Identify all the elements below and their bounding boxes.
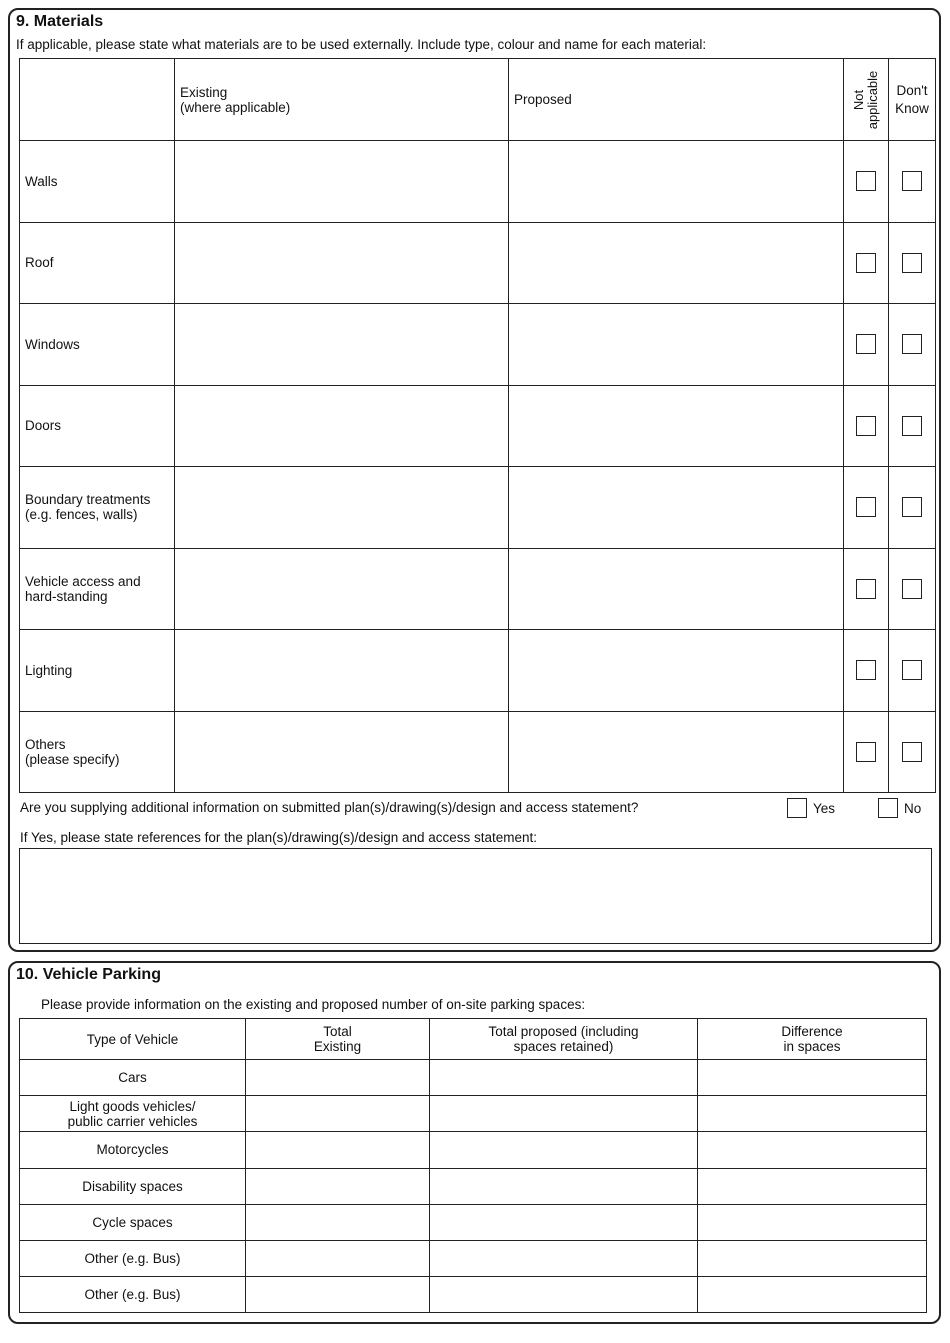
no-option [878,798,921,818]
row-label: Light goods vehicles/ public carrier vehicles [20,1096,246,1132]
dont-know-checkbox[interactable] [902,579,922,599]
materials-table [19,58,936,793]
row-label: Windows [20,304,175,386]
row-label: Lighting [20,630,175,712]
row-label: Others (please specify) [20,711,175,793]
material-row-boundary-treatments [20,467,936,549]
difference-field[interactable] [698,1096,927,1132]
difference-field[interactable] [698,1240,927,1276]
proposed-field[interactable] [509,467,844,549]
existing-field[interactable] [175,304,509,386]
section-intro: Please provide information on the existing and proposed number of on-site parking spaces: [41,997,586,1012]
proposed-field[interactable] [509,385,844,467]
materials-header-row [20,59,936,141]
material-row-roof [20,222,936,304]
parking-row-cycle [20,1204,927,1240]
material-row-vehicle-access [20,548,936,630]
total-existing-field[interactable] [246,1204,430,1240]
existing-field[interactable] [175,548,509,630]
total-existing-field[interactable] [246,1132,430,1168]
row-label: Motorcycles [20,1132,246,1168]
additional-info-question: Are you supplying additional information on submitted plan(s)/drawing(s)/design and access statement? [20,800,639,815]
not-applicable-checkbox[interactable] [856,253,876,273]
total-existing-field[interactable] [246,1277,430,1313]
proposed-field[interactable] [509,304,844,386]
parking-row-motorcycles [20,1132,927,1168]
total-proposed-field[interactable] [430,1096,698,1132]
header-total-proposed: Total proposed (including spaces retained) [430,1019,698,1060]
parking-row-cars [20,1060,927,1096]
additional-info-question-row [20,798,932,820]
total-existing-field[interactable] [246,1168,430,1204]
section-materials [8,8,941,952]
difference-field[interactable] [698,1204,927,1240]
dont-know-checkbox[interactable] [902,253,922,273]
difference-field[interactable] [698,1277,927,1313]
parking-row-light-goods [20,1096,927,1132]
parking-row-disability [20,1168,927,1204]
not-applicable-checkbox[interactable] [856,416,876,436]
dont-know-checkbox[interactable] [902,497,922,517]
existing-field[interactable] [175,222,509,304]
existing-field[interactable] [175,467,509,549]
row-label: Cycle spaces [20,1204,246,1240]
dont-know-checkbox[interactable] [902,334,922,354]
yes-option [787,798,835,818]
material-row-lighting [20,630,936,712]
total-proposed-field[interactable] [430,1132,698,1168]
not-applicable-checkbox[interactable] [856,660,876,680]
parking-header-row [20,1019,927,1060]
header-existing: Existing (where applicable) [175,59,509,141]
total-existing-field[interactable] [246,1060,430,1096]
row-label: Other (e.g. Bus) [20,1277,246,1313]
not-applicable-checkbox[interactable] [856,171,876,191]
proposed-field[interactable] [509,141,844,223]
difference-field[interactable] [698,1132,927,1168]
existing-field[interactable] [175,711,509,793]
total-existing-field[interactable] [246,1096,430,1132]
yes-label: Yes [813,800,836,816]
header-difference: Difference in spaces [698,1019,927,1060]
material-row-doors [20,385,936,467]
header-blank [20,59,175,141]
row-label: Doors [20,385,175,467]
difference-field[interactable] [698,1060,927,1096]
row-label: Boundary treatments (e.g. fences, walls) [20,467,175,549]
header-total-existing: Total Existing [246,1019,430,1060]
row-label: Cars [20,1060,246,1096]
row-label: Walls [20,141,175,223]
existing-field[interactable] [175,141,509,223]
dont-know-checkbox[interactable] [902,742,922,762]
section-vehicle-parking [8,961,941,1324]
parking-row-other-2 [20,1277,927,1313]
proposed-field[interactable] [509,222,844,304]
existing-field[interactable] [175,385,509,467]
dont-know-checkbox[interactable] [902,416,922,436]
header-not-applicable: Not applicable [844,59,889,141]
row-label: Other (e.g. Bus) [20,1240,246,1276]
existing-field[interactable] [175,630,509,712]
material-row-others [20,711,936,793]
section-title: 10. Vehicle Parking [16,966,161,983]
not-applicable-checkbox[interactable] [856,742,876,762]
references-textarea[interactable] [19,848,932,944]
material-row-walls [20,141,936,223]
parking-table [19,1018,927,1313]
total-proposed-field[interactable] [430,1204,698,1240]
dont-know-checkbox[interactable] [902,660,922,680]
total-proposed-field[interactable] [430,1277,698,1313]
header-proposed: Proposed [509,59,844,141]
proposed-field[interactable] [509,548,844,630]
not-applicable-checkbox[interactable] [856,579,876,599]
parking-row-other-1 [20,1240,927,1276]
header-type-of-vehicle: Type of Vehicle [20,1019,246,1060]
row-label: Disability spaces [20,1168,246,1204]
proposed-field[interactable] [509,630,844,712]
total-proposed-field[interactable] [430,1240,698,1276]
references-label: If Yes, please state references for the plan(s)/drawing(s)/design and access statement: [20,830,538,845]
total-existing-field[interactable] [246,1240,430,1276]
proposed-field[interactable] [509,711,844,793]
section-title: 9. Materials [16,13,104,30]
dont-know-checkbox[interactable] [902,171,922,191]
difference-field[interactable] [698,1168,927,1204]
not-applicable-checkbox[interactable] [856,497,876,517]
no-label: No [904,800,922,816]
no-checkbox[interactable] [878,798,898,818]
section-intro: If applicable, please state what materials are to be used externally. Include type, colour and name for each material: [16,37,707,52]
yes-checkbox[interactable] [787,798,807,818]
total-proposed-field[interactable] [430,1060,698,1096]
material-row-windows [20,304,936,386]
header-dont-know: Don't Know [889,59,936,141]
row-label: Vehicle access and hard-standing [20,548,175,630]
not-applicable-checkbox[interactable] [856,334,876,354]
row-label: Roof [20,222,175,304]
total-proposed-field[interactable] [430,1168,698,1204]
